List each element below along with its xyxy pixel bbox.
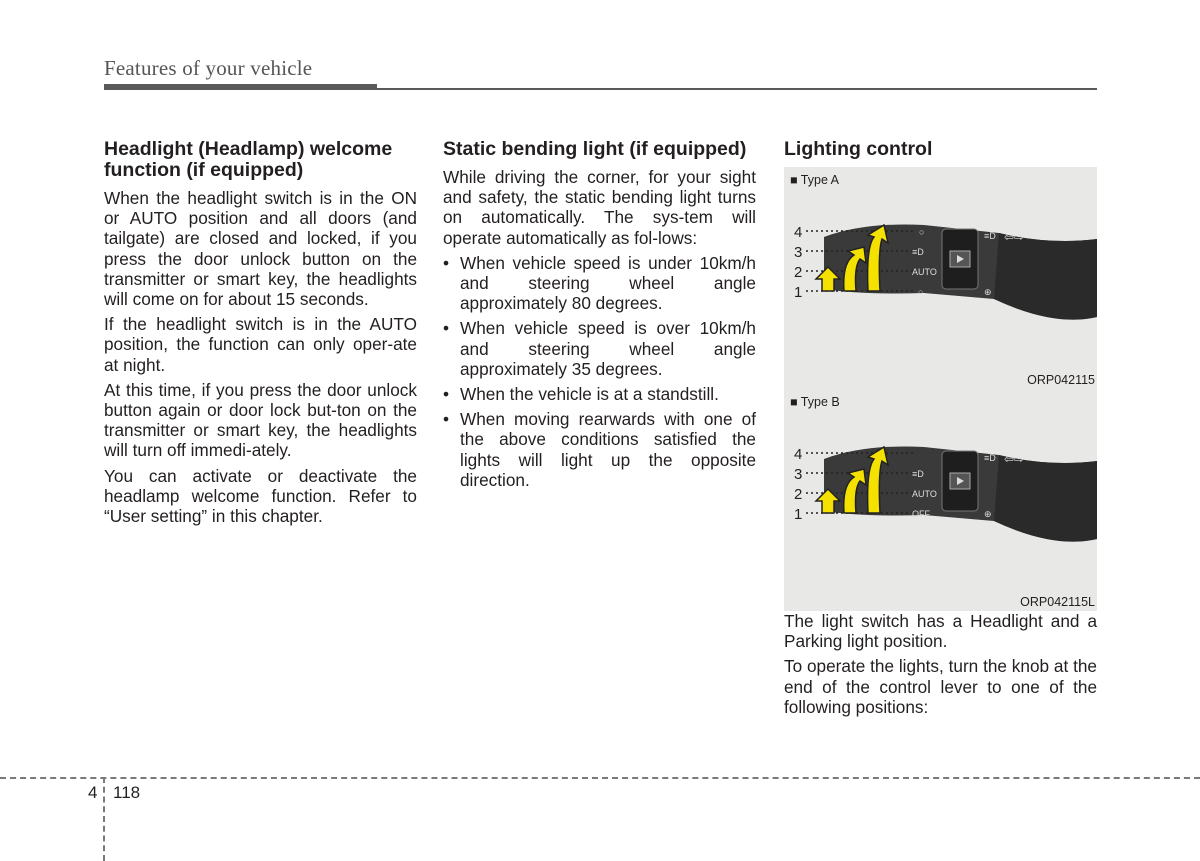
chapter-number: 4: [88, 783, 98, 802]
paragraph: If the headlight switch is in the AUTO position, the function can only oper-ate at night.: [104, 314, 417, 375]
page-number: 118: [113, 783, 141, 802]
paragraph: You can activate or deactivate the headlamp welcome function. Refer to “User setting” in this chapter.: [104, 465, 417, 527]
figure-code: ORP042115L: [1020, 594, 1095, 609]
svg-text:≡D: ≡D: [984, 231, 996, 241]
switch-auto-label: AUTO: [912, 489, 937, 499]
section-heading-bending: Static bending light (if equipped): [443, 138, 747, 160]
svg-text:≡D: ≡D: [984, 453, 996, 463]
list-item: • When moving rearwards with one of the above conditions satisfied the lights will light up the opposite direction.: [443, 409, 756, 490]
section-heading-lighting: Lighting control: [784, 138, 933, 160]
position-number: 3: [794, 466, 803, 483]
paragraph: At this time, if you press the door unlock button again or door lock but-ton on the transmitter or smart key, the headlights will turn off immedi-ately.: [104, 379, 417, 461]
figure-label: ■ Type B: [790, 395, 840, 409]
list-item: • When vehicle speed is over 10km/h and steering wheel angle approximately 35 degrees.: [443, 318, 756, 379]
lever-illustration-b: [784, 389, 1097, 611]
figure-type-a: [784, 167, 1097, 389]
footer-divider: [103, 777, 105, 861]
svg-text:○: ○: [919, 227, 925, 237]
footer-rule: [0, 777, 1200, 779]
paragraph: While driving the corner, for your sight and safety, the static bending light turns on automatically. The sys-tem will operate automatically as fol-lows:: [443, 167, 756, 248]
column-welcome-function: [104, 139, 417, 531]
svg-text:○: ○: [918, 287, 924, 297]
figure-label: ■ Type A: [790, 173, 840, 187]
figure-type-b: [784, 389, 1097, 611]
position-number: 4: [794, 224, 803, 241]
switch-off-label: OFF: [912, 509, 930, 519]
position-number: 1: [794, 506, 803, 523]
position-number: 4: [794, 446, 803, 463]
list-item: • When vehicle speed is under 10km/h and steering wheel angle approximately 80 degrees.: [443, 253, 756, 314]
position-number: 2: [794, 486, 803, 503]
position-number: 2: [794, 264, 803, 281]
position-number: 3: [794, 244, 803, 261]
column-lighting-control: [784, 139, 1097, 722]
column-bending-light: [443, 139, 756, 495]
lever-illustration-a: [784, 167, 1097, 389]
svg-text:≡D: ≡D: [912, 247, 924, 257]
svg-text:≡D: ≡D: [912, 469, 924, 479]
figure-code: ORP042115: [1027, 372, 1095, 387]
paragraph: To operate the lights, turn the knob at the end of the control lever to one of the following positions:: [784, 656, 1097, 717]
svg-text:⊕: ⊕: [984, 287, 992, 297]
bullet-list: [443, 253, 756, 490]
svg-text:⊕: ⊕: [984, 509, 992, 519]
svg-text:⇦⇨: ⇦⇨: [1004, 230, 1025, 244]
header-bar: [104, 84, 377, 90]
paragraph: When the headlight switch is in the ON or AUTO position and all doors (and tailgate) are closed and locked, if you press the door unlock button on the transmitter or smart key, the headlights will come on for about 15 seconds.: [104, 188, 417, 310]
running-header: Features of your vehicle: [104, 56, 313, 80]
switch-auto-label: AUTO: [912, 267, 937, 277]
paragraph: The light switch has a Headlight and a Parking light position.: [784, 611, 1097, 652]
svg-text:⇦⇨: ⇦⇨: [1004, 452, 1025, 466]
section-heading-welcome: Headlight (Headlamp) welcome function (if equipped): [104, 138, 393, 181]
list-item: • When the vehicle is at a standstill.: [443, 384, 756, 404]
header-rule: [377, 88, 1097, 90]
position-number: 1: [794, 284, 803, 301]
